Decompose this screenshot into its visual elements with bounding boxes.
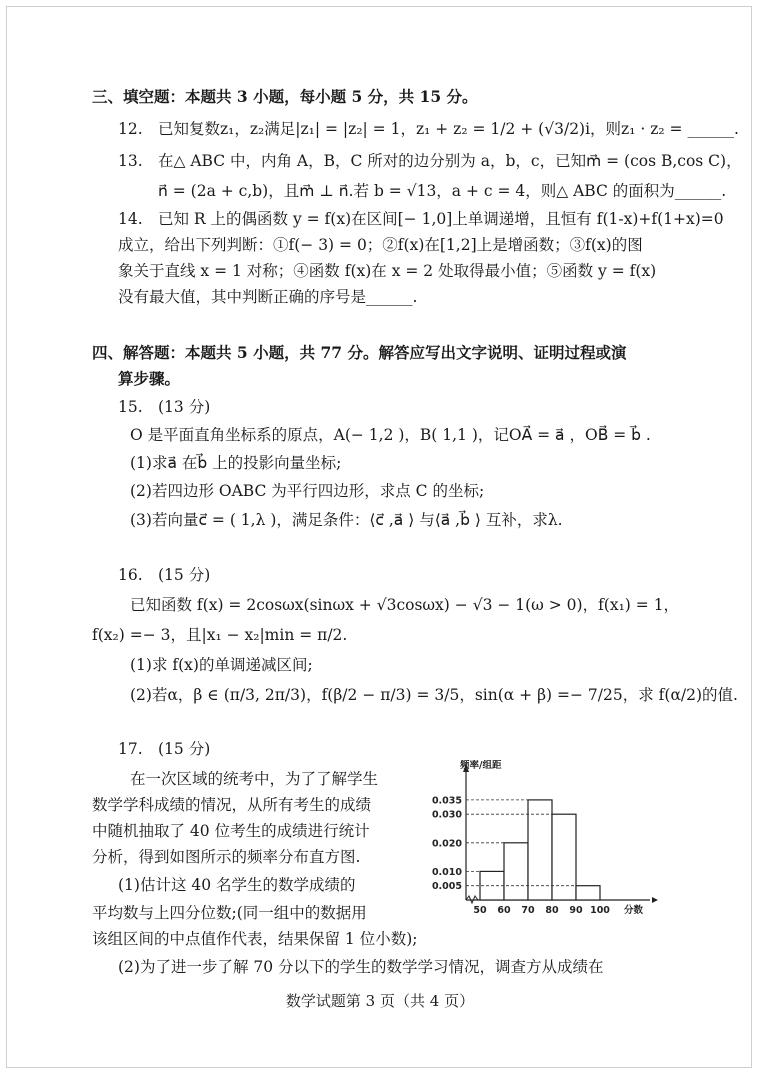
histogram-bar <box>552 814 576 900</box>
q13 <box>118 150 742 172</box>
q16-title <box>118 564 210 586</box>
q15-line2: (1)求a⃗ 在b⃗ 上的投影向量坐标; <box>130 454 342 472</box>
section3-header: 三、填空题：本题共 3 小题，每小题 5 分，共 15 分。 <box>92 87 478 106</box>
x-tick-label: 50 <box>473 905 487 916</box>
q15-line3: (2)若四边形 OABC 为平行四边形，求点 C 的坐标; <box>130 482 485 500</box>
y-tick-label: 0.030 <box>431 809 462 821</box>
q17-line8: (2)为了进一步了解 70 分以下的学生的数学学习情况，调查方从成绩在 <box>118 958 604 976</box>
q13-line2: n⃗ = (2a + c,b)，且m⃗ ⊥ n⃗.若 b = √13，a + c = 4，则△ ABC 的面积为______. <box>158 182 727 200</box>
q17-line2: 数学学科成绩的情况，从所有考生的成绩 <box>92 796 372 814</box>
q15-line4: (3)若向量c⃗ = ( 1,λ )，满足条件：⟨c⃗ ,a⃗ ⟩ 与⟨a⃗ ,b⃗ ⟩ 互补，求λ. <box>130 511 563 529</box>
q14-line3: 象关于直线 x = 1 对称；④函数 f(x)在 x = 2 处取得最小值；⑤函数 y = f(x) <box>118 262 657 280</box>
q16-line4: (2)若α，β ∈ (π/3, 2π/3)，f(β/2 − π/3) = 3/5，sin(α + β) =− 7/25，求 f(α/2)的值. <box>130 686 738 704</box>
y-tick-label: 0.005 <box>431 881 462 893</box>
q17-line5: (1)估计这 40 名学生的数学成绩的 <box>118 876 356 894</box>
q16-line1: 已知函数 f(x) = 2cosωx(sinωx + √3cosωx) − √3 − 1(ω > 0)，f(x₁) = 1， <box>130 596 680 614</box>
y-axis-label: 频率/组距 <box>460 760 502 771</box>
q12-number: 12. <box>118 120 143 138</box>
section4-header-line2: 算步骤。 <box>118 369 181 388</box>
q17-line6: 平均数与上四分位数;(同一组中的数据用 <box>92 904 367 922</box>
q14-line2: 成立，给出下列判断：①f(− 3) = 0；②f(x)在[1,2]上是增函数；③f(x)的图 <box>118 236 643 254</box>
histogram-bar <box>576 886 600 900</box>
q16-score: (15 分) <box>158 566 211 584</box>
x-tick-label: 70 <box>521 905 535 916</box>
x-tick-label: 100 <box>590 905 610 916</box>
q13-number: 13. <box>118 152 143 170</box>
q15-score: (13 分) <box>158 398 211 416</box>
q17-line7: 该组区间的中点值作代表，结果保留 1 位小数); <box>92 930 418 948</box>
q14-line4: 没有最大值，其中判断正确的序号是______. <box>118 288 418 306</box>
q15-line1: O 是平面直角坐标系的原点，A(− 1,2 )，B( 1,1 )，记OA⃗ = a⃗ ，OB⃗ = b⃗ . <box>130 426 651 444</box>
x-axis-arrow <box>652 897 658 903</box>
q17-number: 17. <box>118 740 143 758</box>
y-tick-label: 0.035 <box>431 795 462 807</box>
x-tick-label: 80 <box>545 905 559 916</box>
histogram-bar <box>528 800 552 900</box>
histogram-bar <box>504 843 528 900</box>
q12-line1: 已知复数z₁，z₂满足|z₁| = |z₂| = 1，z₁ + z₂ = 1/2 + (√3/2)i，则z₁ · z₂ = ______. <box>158 120 739 138</box>
q17-line3: 中随机抽取了 40 位考生的成绩进行统计 <box>92 822 370 840</box>
q16-number: 16. <box>118 566 143 584</box>
x-tick-label: 60 <box>497 905 511 916</box>
page-footer: 数学试题第 3 页（共 4 页） <box>285 992 475 1010</box>
q14-line1: 已知 R 上的偶函数 y = f(x)在区间[− 1,0]上单调递增，且恒有 f(1-x)+f(1+x)=0 <box>158 210 724 228</box>
q16-line3: (1)求 f(x)的单调递减区间; <box>130 656 313 674</box>
x-axis-label: 分数 <box>624 905 644 916</box>
y-tick-label: 0.020 <box>431 838 462 850</box>
q14 <box>118 208 724 230</box>
q12 <box>118 118 739 140</box>
section4-header-line1: 四、解答题：本题共 5 小题，共 77 分。解答应写出文字说明、证明过程或演 <box>92 343 627 362</box>
q14-number: 14. <box>118 210 143 228</box>
q13-line1: 在△ ABC 中，内角 A，B，C 所对的边分别为 a，b，c，已知m⃗ = (cos B,cos C)， <box>158 152 742 170</box>
x-tick-label: 90 <box>569 905 583 916</box>
q16-line2: f(x₂) =− 3，且|x₁ − x₂|min = π/2. <box>92 626 348 644</box>
histogram-svg <box>418 760 658 922</box>
q17-title <box>118 738 210 760</box>
q17-line4: 分析，得到如图所示的频率分布直方图. <box>92 848 361 866</box>
q15-title <box>118 396 210 418</box>
frequency-histogram <box>418 760 658 922</box>
q15-number: 15. <box>118 398 143 416</box>
q17-line1: 在一次区域的统考中，为了了解学生 <box>130 770 379 788</box>
q17-score: (15 分) <box>158 740 211 758</box>
y-tick-label: 0.010 <box>431 866 462 878</box>
